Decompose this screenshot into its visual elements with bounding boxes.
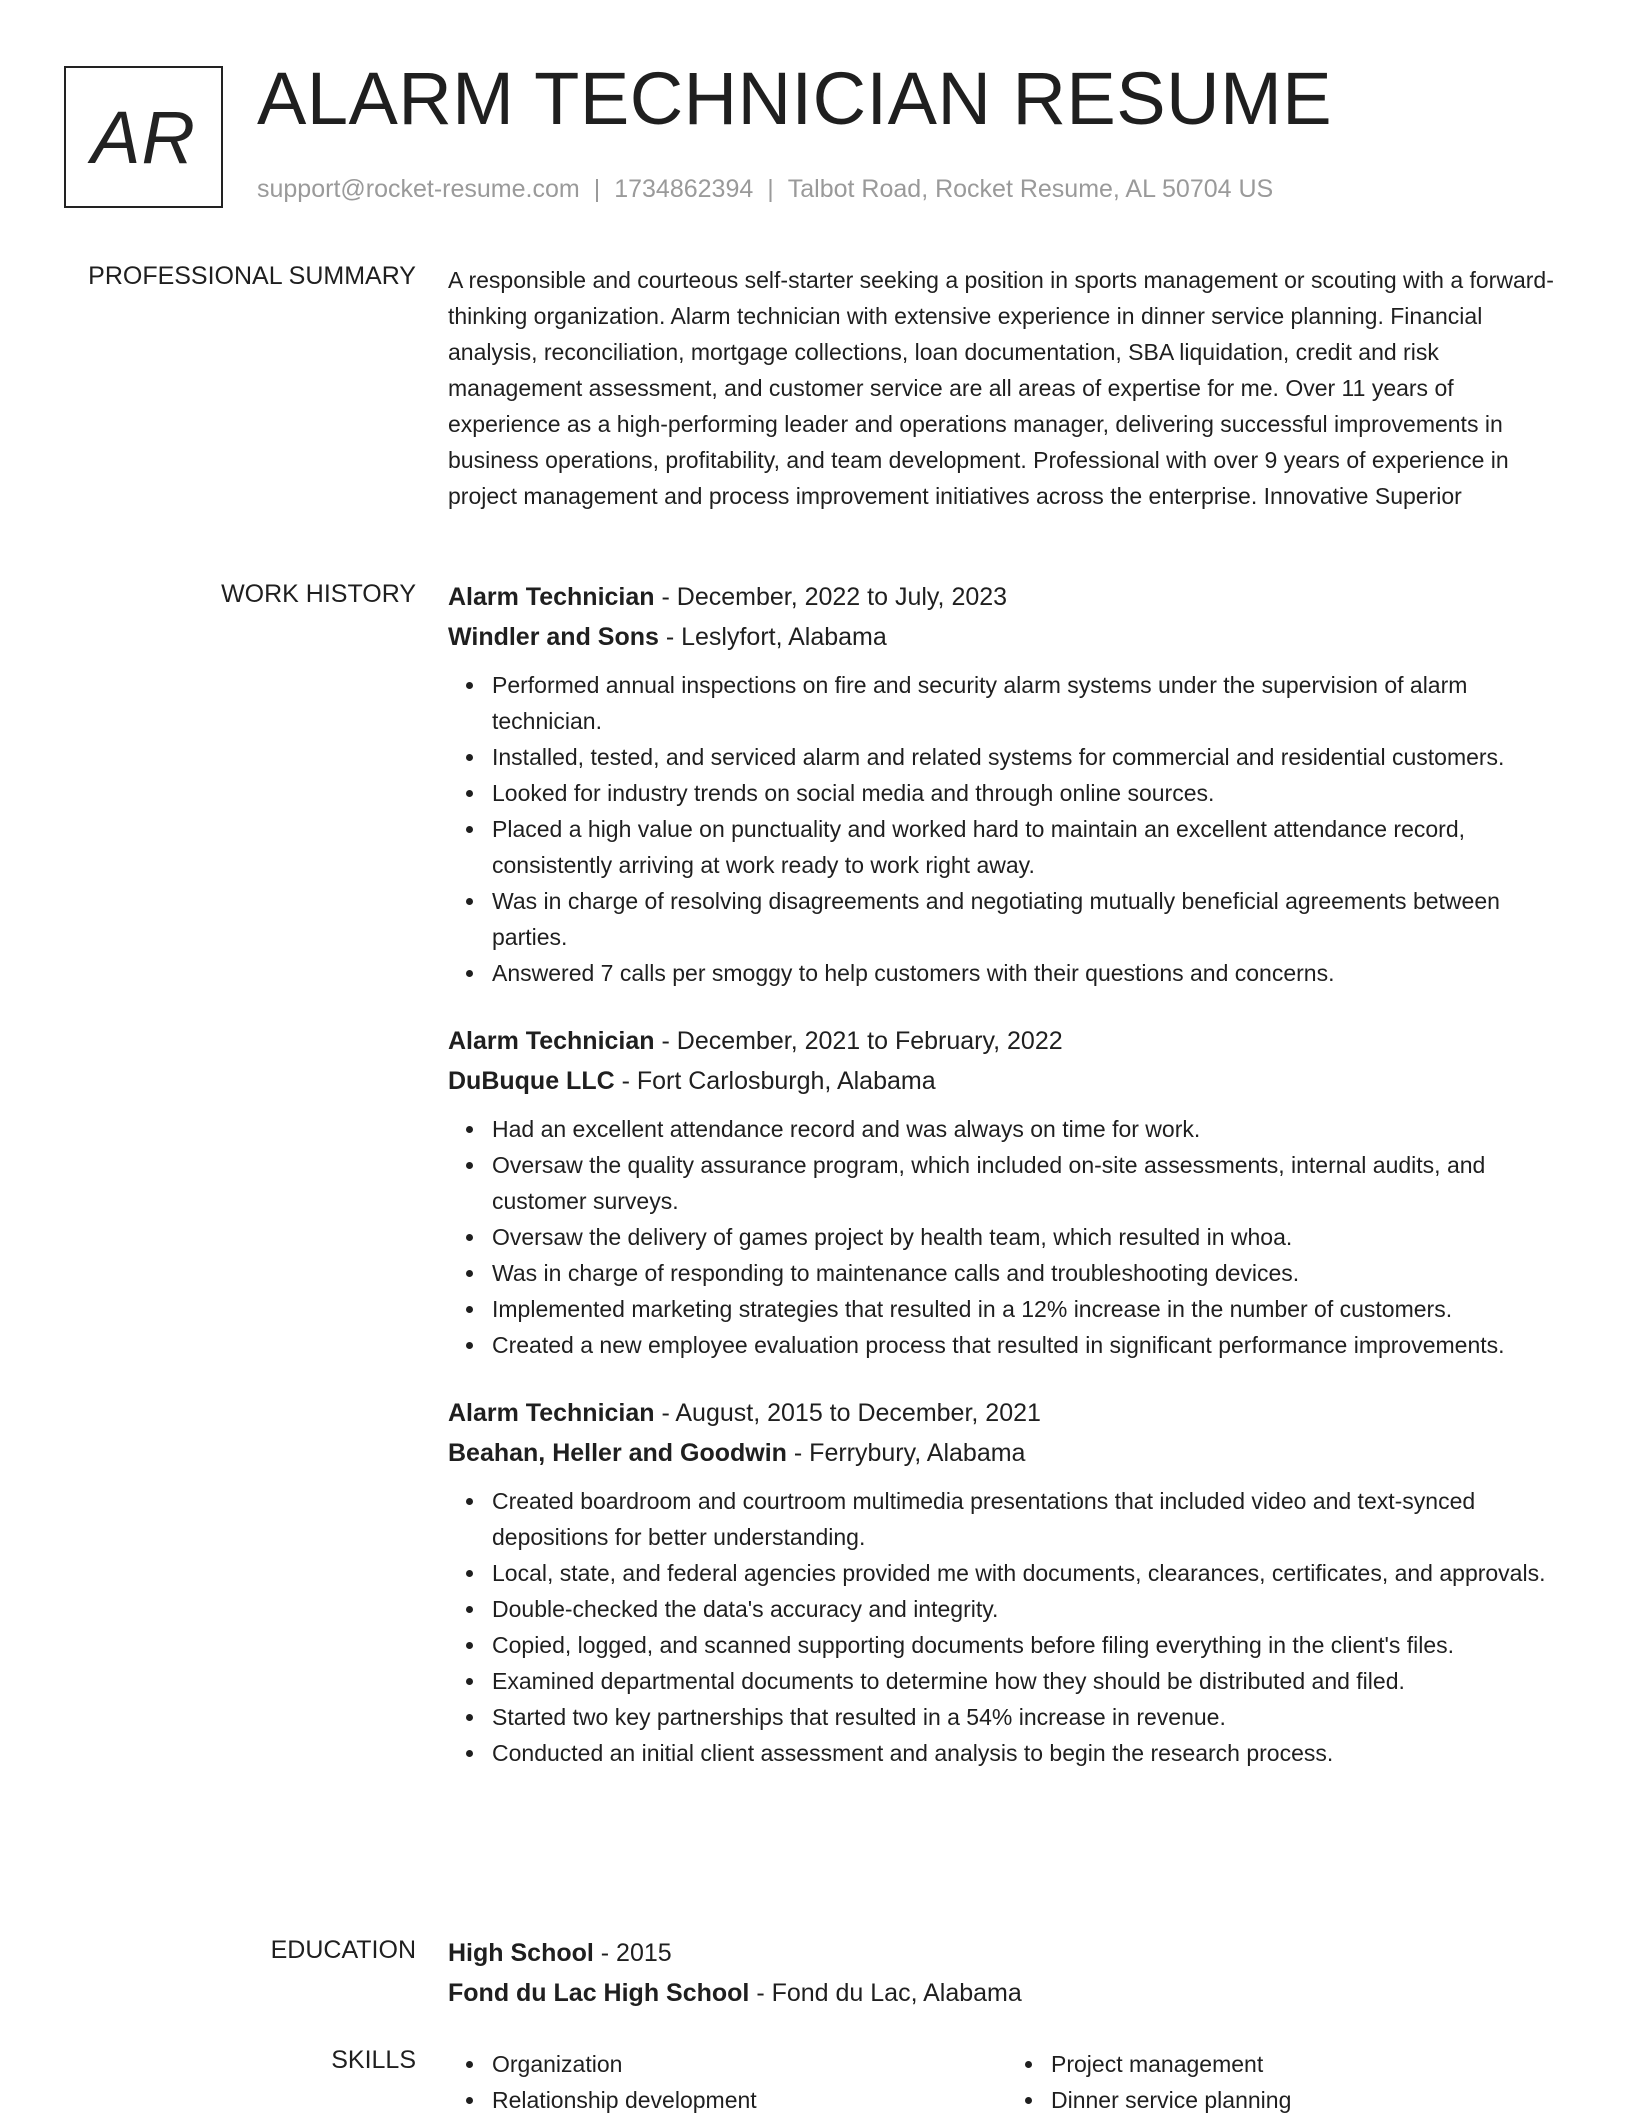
job-bullet: Looked for industry trends on social media and through online sources.: [492, 775, 1566, 811]
job-bullet: Answered 7 calls per smoggy to help customers with their questions and concerns.: [492, 955, 1566, 991]
education-degree-line: [448, 1933, 1566, 1973]
education-location: - Fond du Lac, Alabama: [749, 1979, 1022, 2007]
job-bullet: Was in charge of resolving disagreements and negotiating mutually beneficial agreements between parties.: [492, 883, 1566, 955]
job-company-line: [448, 1061, 1566, 1101]
section-label-work-history: WORK HISTORY: [221, 580, 416, 608]
job-bullets: [448, 1111, 1566, 1363]
skill-item: Organization: [492, 2046, 1007, 2082]
job-bullet: Placed a high value on punctuality and worked hard to maintain an excellent attendance record, consistently arriving at work ready to work right away.: [492, 811, 1566, 883]
job-title-line: [448, 1393, 1566, 1433]
skill-item: Project management: [1051, 2046, 1566, 2082]
monogram-initials: AR: [91, 95, 196, 179]
job-bullet: Created boardroom and courtroom multimedia presentations that included video and text-synced depositions for better understanding.: [492, 1483, 1566, 1555]
job-title-line: [448, 1021, 1566, 1061]
job-company: Beahan, Heller and Goodwin: [448, 1439, 787, 1467]
job-bullet: Copied, logged, and scanned supporting documents before filing everything in the client's files.: [492, 1627, 1566, 1663]
education-degree: High School: [448, 1939, 594, 1967]
job-title: Alarm Technician: [448, 1399, 655, 1427]
job-entry: [448, 577, 1566, 991]
job-bullet: Installed, tested, and serviced alarm and related systems for commercial and residential customers.: [492, 739, 1566, 775]
job-bullet: Was in charge of responding to maintenance calls and troubleshooting devices.: [492, 1255, 1566, 1291]
skill-item: Dinner service planning: [1051, 2082, 1566, 2118]
contact-email: support@rocket-resume.com: [257, 175, 580, 203]
job-title: Alarm Technician: [448, 1027, 655, 1055]
job-company-line: [448, 1433, 1566, 1473]
job-location: - Fort Carlosburgh, Alabama: [614, 1067, 936, 1095]
job-bullet: Examined departmental documents to determine how they should be distributed and filed.: [492, 1663, 1566, 1699]
job-bullet: Oversaw the delivery of games project by health team, which resulted in whoa.: [492, 1219, 1566, 1255]
contact-phone: 1734862394: [614, 175, 754, 203]
job-bullet: Implemented marketing strategies that resulted in a 12% increase in the number of customers.: [492, 1291, 1566, 1327]
resume-title: ALARM TECHNICIAN RESUME: [257, 57, 1333, 140]
job-dates: - December, 2022 to July, 2023: [654, 583, 1008, 611]
section-label-education: EDUCATION: [270, 1936, 416, 1964]
job-dates: - December, 2021 to February, 2022: [654, 1027, 1063, 1055]
job-dates: - August, 2015 to December, 2021: [654, 1399, 1041, 1427]
skills-list: [448, 2046, 1566, 2118]
job-bullet: Had an excellent attendance record and was always on time for work.: [492, 1111, 1566, 1147]
job-bullets: [448, 1483, 1566, 1771]
section-label-summary: PROFESSIONAL SUMMARY: [88, 262, 416, 290]
job-bullet: Created a new employee evaluation process that resulted in significant performance improvements.: [492, 1327, 1566, 1363]
monogram-box: [64, 66, 223, 208]
job-title-line: [448, 577, 1566, 617]
contact-separator: |: [767, 175, 774, 203]
education-year: - 2015: [593, 1939, 672, 1967]
skill-item: Relationship development: [492, 2082, 1007, 2118]
job-company-line: [448, 617, 1566, 657]
education-school: Fond du Lac High School: [448, 1979, 750, 2007]
job-entry: [448, 1393, 1566, 1771]
job-location: - Ferrybury, Alabama: [786, 1439, 1026, 1467]
job-bullet: Started two key partnerships that resulted in a 54% increase in revenue.: [492, 1699, 1566, 1735]
job-location: - Leslyfort, Alabama: [658, 623, 887, 651]
skills-column-right: [1007, 2046, 1566, 2118]
job-company: DuBuque LLC: [448, 1067, 615, 1095]
education-school-line: [448, 1973, 1566, 2013]
job-bullet: Conducted an initial client assessment and analysis to begin the research process.: [492, 1735, 1566, 1771]
job-company: Windler and Sons: [448, 623, 659, 651]
job-entry: [448, 1021, 1566, 1363]
contact-line: [257, 175, 1273, 204]
job-bullet: Oversaw the quality assurance program, which included on-site assessments, internal audits, and customer surveys.: [492, 1147, 1566, 1219]
job-bullet: Performed annual inspections on fire and security alarm systems under the supervision of alarm technician.: [492, 667, 1566, 739]
section-label-skills: SKILLS: [331, 2046, 416, 2074]
job-title: Alarm Technician: [448, 583, 655, 611]
summary-text: A responsible and courteous self-starter seeking a position in sports management or scouting with a forward-thinking organization. Alarm technician with extensive experience in dinner service planning. Financial analysis, reconciliation, mortgage collections, loan documentation, SBA liquidation, credit and risk management assessment, and customer service are all areas of expertise for me. Over 11 years of experience as a high-performing leader and operations manager, delivering successful improvements in business operations, profitability, and team development. Professional with over 9 years of experience in project management and process improvement initiatives across the enterprise. Innovative Superior: [448, 267, 1554, 509]
contact-address: Talbot Road, Rocket Resume, AL 50704 US: [787, 175, 1274, 203]
skills-column-left: [448, 2046, 1007, 2118]
contact-separator: |: [593, 175, 601, 203]
job-bullets: [448, 667, 1566, 991]
job-bullet: Double-checked the data's accuracy and integrity.: [492, 1591, 1566, 1627]
job-bullet: Local, state, and federal agencies provided me with documents, clearances, certificates, and approvals.: [492, 1555, 1566, 1591]
